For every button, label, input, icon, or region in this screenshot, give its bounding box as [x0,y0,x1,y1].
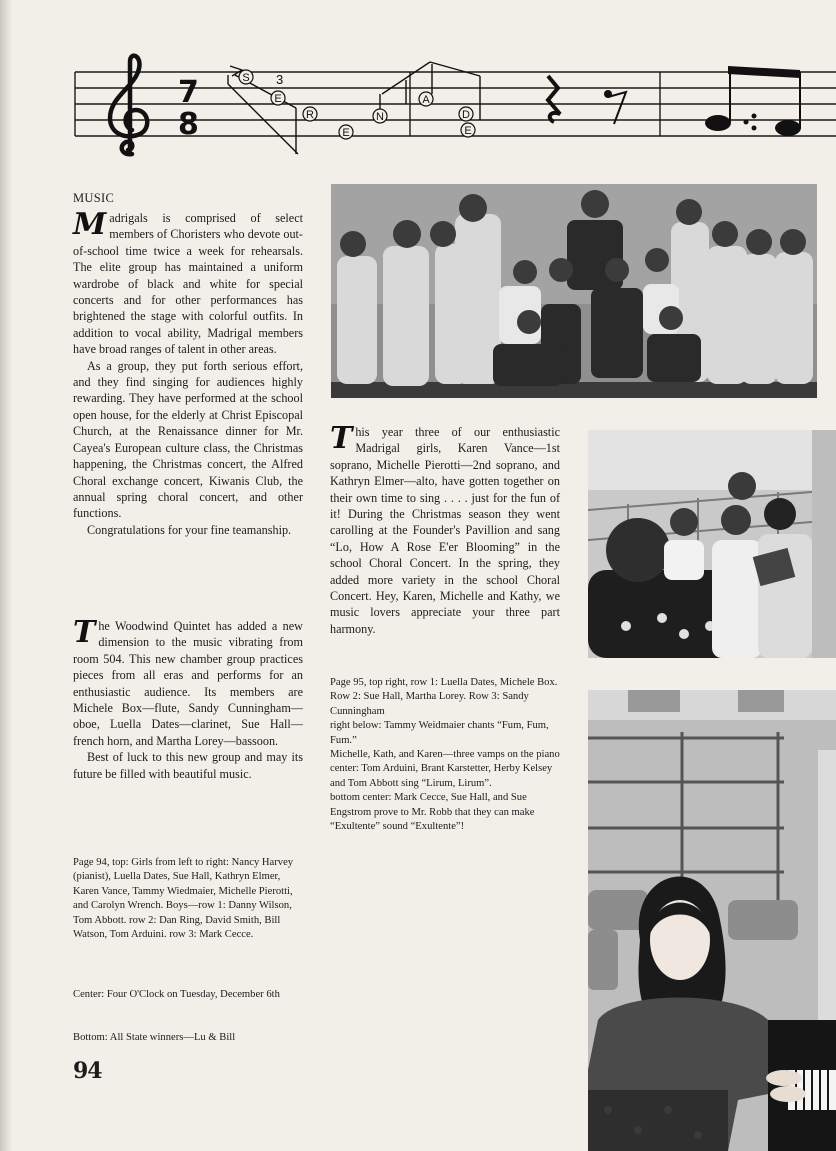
note-letter: N [376,111,384,123]
caption-line: Page 95, top right, row 1: Luella Dates, Michele Box. Row 2: Sue Hall, Martha Lorey. Row 3: Sandy Cunningham [330,677,558,717]
pianist-photo [588,690,836,1151]
caption-line: right below: Tammy Weidmaier chants “Fum, Fum, Fum.” [330,720,549,746]
article-paragraph: adrigals is comprised of select members of Choristers who devote out-of-school time twice a week for rehearsals. The elite group has maintained a uniform wardrobe of black and white for special concerts and for other performances has brightened the stage with colorful outfits. In addition to vocal ability, Madrigal members have broad ranges of talent in other areas. [73,211,303,357]
time-signature-bottom: 8 [178,107,199,142]
caption-page94-center: Center: Four O'Clock on Tuesday, December 6th [73,989,280,1000]
note-letter: A [422,94,430,106]
article-paragraph: his year three of our enthusiastic Madrigal girls, Karen Vance—1st soprano, Michelle Pierotti—2nd soprano, and Kathryn Elmer—alto, have gotten together on their own time to sing . . . . just for the fun of it! During the Christmas season they went carolling at the Founder's Pavillion and sang “Lo, How A Rose E'er Blooming” in the school Choral Concert. In the spring, they added more variety in the school Choral Concert. Hey, Karen, Michelle and Kathy, we music lovers appreciate your three part harmony. [330,425,560,636]
music-staff-banner [70,50,836,162]
note-letter: R [306,109,314,121]
treble-clef-icon [110,56,147,155]
note-letter: D [462,109,470,121]
madrigals-group-photo [331,184,817,398]
note-letter: E [342,127,350,139]
trio-article [330,421,560,637]
caption-line: center: Tom Arduini, Brant Karstetter, Herby Kelsey and Tom Abbott sing “Lirum, Lirum”. [330,763,553,789]
caption-page94-bottom: Bottom: All State winners—Lu & Bill [73,1032,236,1043]
time-signature-top: 7 [178,75,199,110]
caption-line: Michelle, Kath, and Karen—three vamps on the piano [330,749,560,761]
woodwind-article [73,615,303,782]
eighth-rest-icon [604,90,626,124]
article-paragraph: he Woodwind Quintet has added a new dimension to the music vibrating from room 504. This new chamber group practices pieces from all eras and performs for an enthusiastic audience. Its members are Michele Box—flute, Sandy Cunningham—oboe, Luella Dates—clarinet, Sue Hall—french horn, and Martha Lorey—bassoon. [73,619,303,748]
article-paragraph: As a group, they put forth serious effort, and they find singing for audiences highly rewarding. They have performed at the school open house, for the elderly at Christ Episcopal Church, at the Renaissance dinner for Mr. Cayea's European culture class, the Christmas happening, the Christmas concert, the Alfred Choral exchange concert, Kiwanis Club, the annual spring choral concert, and other functions. [73,358,303,521]
beamed-notes-icon [705,66,801,136]
dropcap: M [73,207,107,242]
note-letter: S [242,72,250,84]
dropcap: T [73,615,96,650]
article-paragraph: Best of luck to this new group and may its future be filled with beautiful music. [73,750,303,781]
triplet-mark: 3 [276,72,284,87]
note-letter: E [464,125,472,137]
page-binding-edge [0,0,12,1151]
caption-line: bottom center: Mark Cecce, Sue Hall, and Sue Engstrom prove to Mr. Robb that they can make “Exultente” sound “Exultente”! [330,792,535,833]
quarter-rest-icon [548,76,560,122]
trio-piano-photo [588,430,836,658]
caption-page94-top: Page 94, top: Girls from left to right: Nancy Harvey (pianist), Luella Dates, Sue Hall, Kathryn Elmer, Karen Vance, Tammy Wiedmaier, Michelle Pierotti, and Carolyn Wrench. Boys—row 1: Danny Wilson, Tom Abbott. row 2: Dan Ring, David Smith, Bill Watson, Tom Arduini. row 3: Mark Cecce. [73,857,294,941]
note-letter: E [274,93,282,105]
dropcap: T [330,421,353,456]
madrigals-article [73,207,303,538]
caption-page95 [330,676,560,834]
section-label: MUSIC [73,191,115,205]
page-number: 94 [73,1058,102,1084]
article-paragraph: Congratulations for your fine teamanship. [87,522,292,537]
